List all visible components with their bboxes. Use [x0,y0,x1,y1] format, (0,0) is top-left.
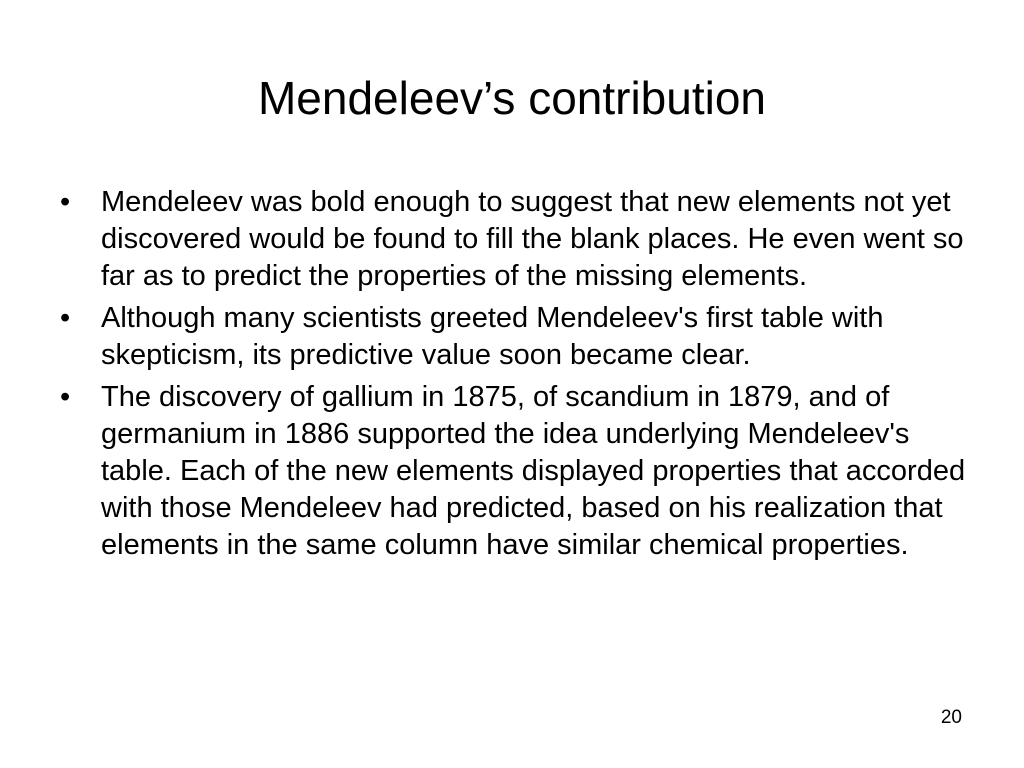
bullet-item [60,379,980,564]
bullet-text: The discovery of gallium in 1875, of scandium in 1879, and of germanium in 1886 supported the idea underlying Mendeleev's table. Each of the new elements displayed properties that accorded with those Mendeleev had predicted, based on his realization that elements in the same column have similar chemical properties. [101,381,966,561]
bullet-dot-icon: • [60,381,71,413]
bullet-text: Although many scientists greeted Mendeleev's first table with skepticism, its predictive value soon became clear. [101,302,884,371]
bullet-dot-icon: • [60,186,71,218]
page-number: 20 [940,707,962,728]
bullet-list [60,184,980,569]
bullet-dot-icon: • [60,302,71,334]
bullet-item [60,184,980,295]
slide-title: Mendeleev’s contribution [257,72,767,124]
bullet-item [60,300,980,374]
bullet-text: Mendeleev was bold enough to suggest that new elements not yet discovered would be found to fill the blank places. He even went so far as to predict the properties of the missing elements. [101,186,964,292]
